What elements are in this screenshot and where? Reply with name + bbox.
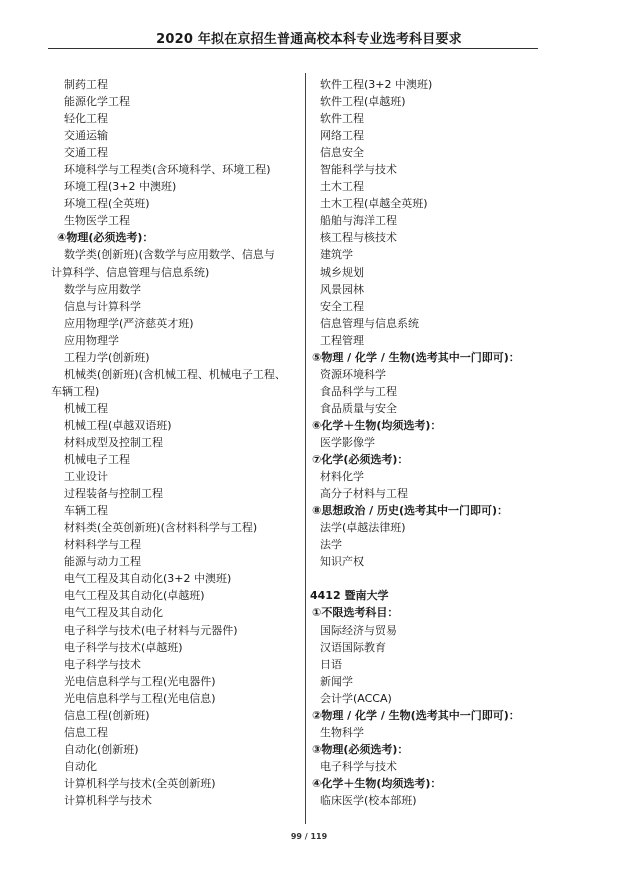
category-heading: ⑤物理 / 化学 / 生物(选考其中一门即可)： — [312, 350, 520, 364]
major-item: 车辆工程 — [64, 504, 108, 518]
category-heading: ⑦化学(必须选考)： — [312, 453, 409, 467]
major-item: 城乡规划 — [320, 265, 364, 279]
major-item: 工程力学(创新班) — [64, 350, 150, 364]
major-item: 机械工程(卓越双语班) — [64, 418, 172, 432]
major-item: 自动化 — [64, 759, 97, 773]
left-column — [51, 76, 297, 809]
major-item: 应用物理学 — [64, 333, 119, 347]
major-item: 核工程与核技术 — [320, 231, 397, 245]
major-item: 制药工程 — [64, 78, 108, 91]
major-item: 电子科学与技术 — [320, 759, 397, 773]
university-heading: 4412 暨南大学 — [310, 589, 389, 603]
major-item: 会计学(ACCA) — [320, 691, 392, 705]
major-item: 法学 — [320, 538, 342, 552]
major-item: 国际经济与贸易 — [320, 623, 397, 637]
category-heading: ⑥化学＋生物(均须选考)： — [312, 418, 442, 432]
major-item: 网络工程 — [320, 129, 364, 143]
category-heading: ④化学＋生物(均须选考)： — [312, 776, 442, 790]
major-item: 计算机科学与技术(全英创新班) — [64, 776, 216, 790]
column-divider — [305, 73, 306, 824]
major-item: 信息与计算科学 — [64, 299, 141, 313]
major-item: 资源环境科学 — [320, 367, 386, 381]
major-item: 能源化学工程 — [64, 95, 130, 109]
major-item: 光电信息科学与工程(光电信息) — [64, 691, 216, 705]
major-item: 材料化学 — [320, 470, 364, 484]
major-item: 电气工程及其自动化(卓越班) — [64, 589, 205, 603]
major-item: 交通运输 — [64, 129, 108, 143]
major-item: 日语 — [320, 657, 342, 671]
major-item: 轻化工程 — [64, 112, 108, 126]
major-item: 电子科学与技术(卓越班) — [64, 640, 183, 654]
major-item: 信息工程(创新班) — [64, 708, 150, 722]
category-heading: ①不限选考科目： — [312, 606, 399, 620]
major-item: 土木工程 — [320, 180, 364, 194]
major-item: 临床医学(校本部班) — [320, 793, 417, 807]
major-item: 数学与应用数学 — [64, 282, 141, 296]
page-title: 2020 年拟在京招生普通高校本科专业选考科目要求 — [156, 32, 462, 47]
major-item: 安全工程 — [320, 299, 364, 313]
major-item: 软件工程 — [320, 112, 364, 126]
page-number: 99 / 119 — [290, 832, 328, 841]
major-item: 材料成型及控制工程 — [64, 435, 163, 449]
right-column — [310, 76, 550, 809]
major-item: 计算机科学与技术 — [64, 793, 152, 807]
major-item: 新闻学 — [320, 674, 353, 688]
major-item: 信息安全 — [320, 146, 364, 160]
title-divider — [48, 48, 538, 49]
major-item: 环境工程(3+2 中澳班) — [64, 180, 177, 194]
major-item: 环境工程(全英班) — [64, 197, 150, 211]
major-item: 法学(卓越法律班) — [320, 521, 406, 535]
category-heading: ⑧思想政治 / 历史(选考其中一门即可)： — [312, 504, 509, 518]
major-item: 数学类(创新班)(含数学与应用数学、信息与 — [64, 248, 275, 262]
major-item: 电子科学与技术 — [64, 657, 141, 671]
major-item: 汉语国际教育 — [320, 640, 386, 654]
spacer — [310, 570, 550, 587]
major-item: 材料科学与工程 — [64, 538, 141, 552]
major-item: 机械类(创新班)(含机械工程、机械电子工程、 — [64, 367, 286, 381]
major-item: 材料类(全英创新班)(含材料科学与工程) — [64, 521, 258, 535]
major-item-continuation: 车辆工程) — [51, 384, 100, 398]
major-item: 电气工程及其自动化(3+2 中澳班) — [64, 572, 232, 586]
category-heading: ④物理(必须选考)： — [57, 231, 154, 245]
major-item: 智能科学与技术 — [320, 163, 397, 177]
major-item: 应用物理学(严济慈英才班) — [64, 316, 194, 330]
major-item: 生物医学工程 — [64, 214, 130, 228]
category-heading: ②物理 / 化学 / 生物(选考其中一门即可)： — [312, 708, 520, 722]
major-item: 建筑学 — [320, 248, 353, 262]
major-item: 信息管理与信息系统 — [320, 316, 419, 330]
major-item: 食品科学与工程 — [320, 384, 397, 398]
major-item-continuation: 计算科学、信息管理与信息系统) — [51, 265, 210, 279]
major-item: 船舶与海洋工程 — [320, 214, 397, 228]
major-item: 医学影像学 — [320, 435, 375, 449]
major-item: 食品质量与安全 — [320, 401, 397, 415]
major-item: 过程装备与控制工程 — [64, 487, 163, 501]
major-item: 环境科学与工程类(含环境科学、环境工程) — [64, 163, 271, 177]
major-item: 软件工程(卓越班) — [320, 95, 406, 109]
major-item: 知识产权 — [320, 555, 364, 569]
major-item: 电子科学与技术(电子材料与元器件) — [64, 623, 238, 637]
major-item: 交通工程 — [64, 146, 108, 160]
major-item: 能源与动力工程 — [64, 555, 141, 569]
major-item: 生物科学 — [320, 725, 364, 739]
major-item: 机械工程 — [64, 401, 108, 415]
major-item: 工程管理 — [320, 333, 364, 347]
major-item: 信息工程 — [64, 725, 108, 739]
major-item: 风景园林 — [320, 282, 364, 296]
major-item: 工业设计 — [64, 470, 108, 484]
major-item: 电气工程及其自动化 — [64, 606, 163, 620]
major-item: 软件工程(3+2 中澳班) — [320, 78, 433, 91]
major-item: 高分子材料与工程 — [320, 487, 408, 501]
major-item: 光电信息科学与工程(光电器件) — [64, 674, 216, 688]
major-item: 土木工程(卓越全英班) — [320, 197, 428, 211]
major-item: 机械电子工程 — [64, 453, 130, 467]
category-heading: ③物理(必须选考)： — [312, 742, 409, 756]
major-item: 自动化(创新班) — [64, 742, 139, 756]
